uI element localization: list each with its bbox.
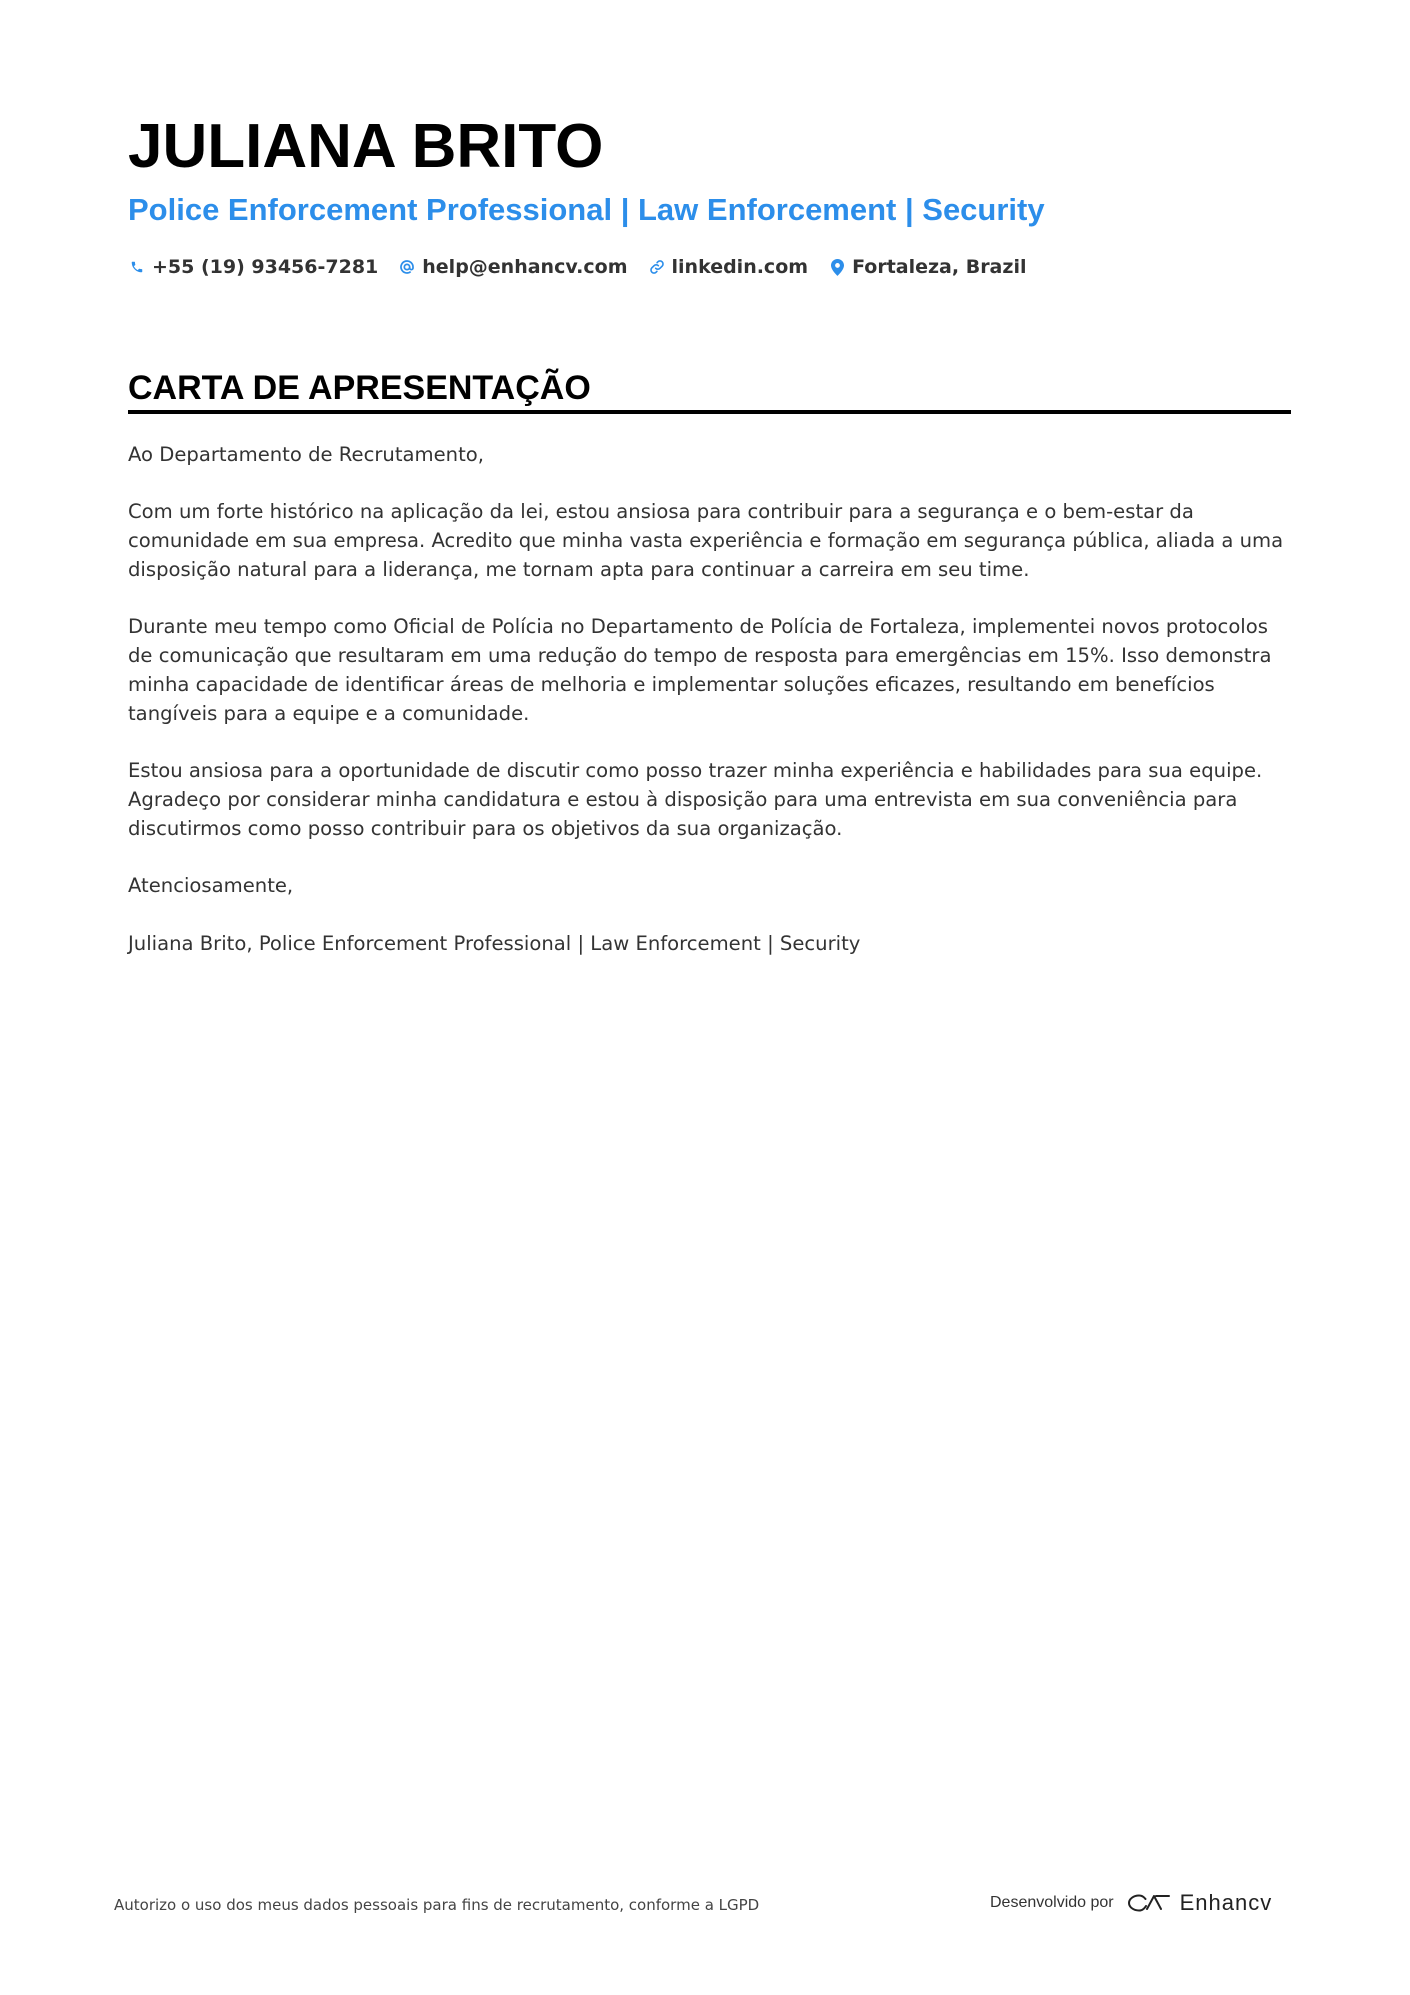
letter-body — [128, 441, 1291, 987]
phone-icon — [128, 257, 146, 277]
letter-signature: Juliana Brito, Police Enforcement Professional | Law Enforcement | Security — [128, 931, 861, 955]
contact-info — [128, 254, 1026, 280]
contact-phone-text: +55 (19) 93456-7281 — [152, 256, 379, 278]
contact-linkedin-text[interactable]: linkedin.com — [671, 256, 809, 278]
link-icon — [648, 257, 666, 277]
contact-email-text[interactable]: help@enhancv.com — [422, 256, 628, 278]
candidate-name: JULIANA BRITO — [128, 112, 604, 181]
enhancv-logo[interactable] — [1126, 1890, 1273, 1916]
brand-name: Enhancv — [1179, 1890, 1273, 1915]
letter-closing: Atenciosamente, — [128, 874, 294, 898]
contact-location — [828, 254, 1026, 280]
letter-paragraph: Estou ansiosa para a oportunidade de discutir como posso trazer minha experiência e habilidades para sua equipe. Agradeço por considerar minha candidatura e estou à disposição para uma entrevista em sua conveniência para discutirmos como posso contribuir para os objetivos da sua organização. — [128, 759, 1263, 840]
letter-greeting: Ao Departamento de Recrutamento, — [128, 443, 484, 466]
contact-linkedin[interactable] — [648, 254, 809, 280]
powered-by[interactable] — [990, 1890, 1272, 1916]
section-divider — [128, 410, 1291, 414]
contact-location-text: Fortaleza, Brazil — [852, 256, 1027, 278]
contact-email[interactable] — [398, 254, 627, 280]
consent-note: Autorizo o uso dos meus dados pessoais para fins de recrutamento, conforme a LGPD — [114, 1896, 760, 1914]
powered-by-label: Desenvolvido por — [990, 1894, 1114, 1911]
location-pin-icon — [828, 257, 846, 277]
letter-paragraph: Com um forte histórico na aplicação da lei, estou ansiosa para contribuir para a segurança e o bem-estar da comunidade em sua empresa. Acredito que minha vasta experiência e formação em segurança pública, aliada a uma disposição natural para a liderança, me tornam apta para continuar a carreira em seu time. — [128, 500, 1284, 581]
enhancv-logo-icon — [1126, 1891, 1172, 1915]
candidate-headline: Police Enforcement Professional | Law Enforcement | Security — [128, 192, 1045, 227]
section-title: CARTA DE APRESENTAÇÃO — [128, 369, 591, 407]
at-icon — [398, 257, 416, 277]
letter-paragraph: Durante meu tempo como Oficial de Polícia no Departamento de Polícia de Fortaleza, implementei novos protocolos de comunicação que resultaram em uma redução do tempo de resposta para emergências em 15%. Isso demonstra minha capacidade de identificar áreas de melhoria e implementar soluções eficazes, resultando em benefícios tangíveis para a equipe e a comunidade. — [128, 615, 1272, 725]
contact-phone — [128, 254, 378, 280]
